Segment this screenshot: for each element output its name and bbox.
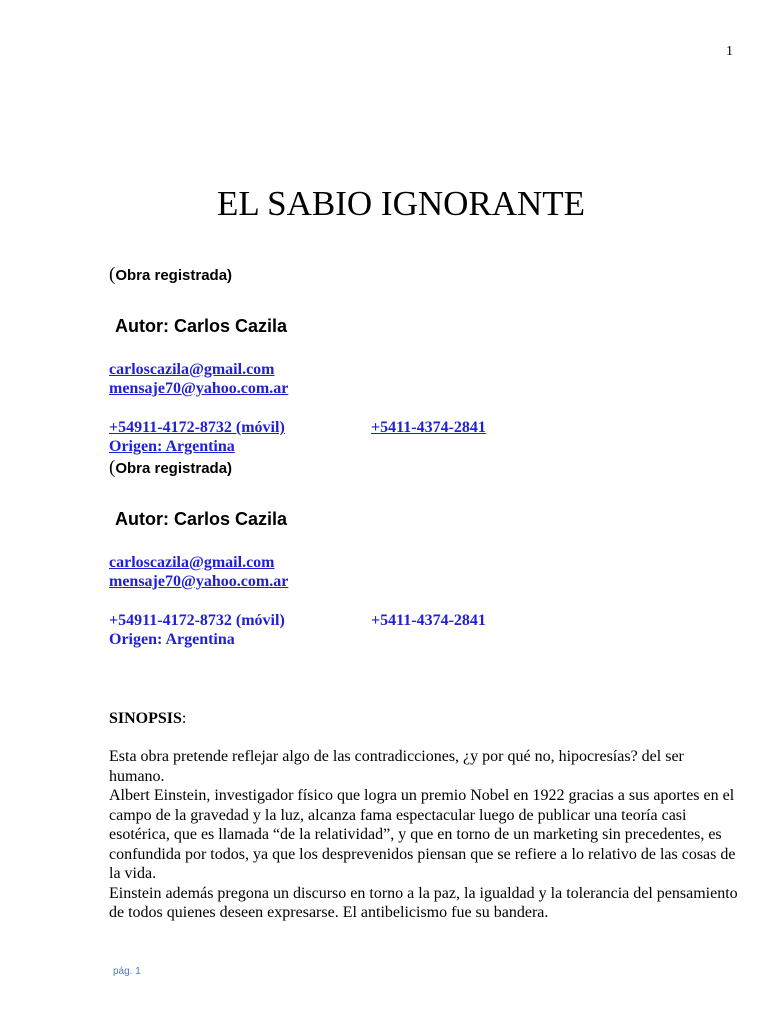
author-block-2 xyxy=(109,457,486,649)
registered-text: Obra registrada) xyxy=(115,460,233,477)
registered-note xyxy=(109,264,486,287)
author-name: Autor: Carlos Cazila xyxy=(115,509,288,529)
phone-row xyxy=(109,611,486,630)
origin: Origen: Argentina xyxy=(109,438,235,455)
author-block-1 xyxy=(109,264,486,456)
email-link-gmail[interactable]: carloscazila@gmail.com xyxy=(109,361,275,378)
synopsis-paragraph: Einstein además pregona un discurso en torno a la paz, la igualdad y la tolerancia del pensamiento de todos quienes deseen expresarse. El antibelicismo fue su bandera. xyxy=(109,884,738,921)
registered-text: Obra registrada) xyxy=(115,267,233,284)
email-link-yahoo[interactable]: mensaje70@yahoo.com.ar xyxy=(109,573,289,590)
synopsis-paragraph: Esta obra pretende reflejar algo de las contradicciones, ¿y por qué no, hipocresías? del ser humano. xyxy=(109,748,684,785)
page-number: 1 xyxy=(726,44,733,59)
mobile-phone[interactable]: +54911-4172-8732 (móvil) xyxy=(109,419,285,436)
footer-page-number: pág. 1 xyxy=(113,966,141,977)
synopsis-paragraph: Albert Einstein, investigador físico que logra un premio Nobel en 1922 gracias a sus aportes en el campo de la gravedad y la luz, alcanza fama espectacular luego de publicar una teoría casi esotérica, que es llamada “de la relatividad”, y que en torno de un marketing sin precedentes, es confundida por todos, ya que los desprevenidos piensan que se refiere a lo relativo de las cosas de la vida. xyxy=(109,787,736,882)
synopsis-colon: : xyxy=(181,710,187,727)
paren: ( xyxy=(109,264,116,285)
author-name: Autor: Carlos Cazila xyxy=(115,316,288,336)
landline-phone[interactable]: +5411-4374-2841 xyxy=(371,419,486,436)
phone-row xyxy=(109,418,486,437)
email-link-gmail[interactable]: carloscazila@gmail.com xyxy=(109,554,275,571)
mobile-phone: +54911-4172-8732 (móvil) xyxy=(109,612,285,629)
email-link-yahoo[interactable]: mensaje70@yahoo.com.ar xyxy=(109,380,289,397)
registered-note xyxy=(109,457,486,480)
document-title: EL SABIO IGNORANTE xyxy=(216,184,586,223)
synopsis-heading xyxy=(109,709,741,729)
origin: Origen: Argentina xyxy=(109,631,235,648)
synopsis-body xyxy=(109,747,741,923)
synopsis-title: SINOPSIS xyxy=(109,710,182,727)
landline-phone: +5411-4374-2841 xyxy=(371,612,486,629)
paren: ( xyxy=(109,457,116,478)
